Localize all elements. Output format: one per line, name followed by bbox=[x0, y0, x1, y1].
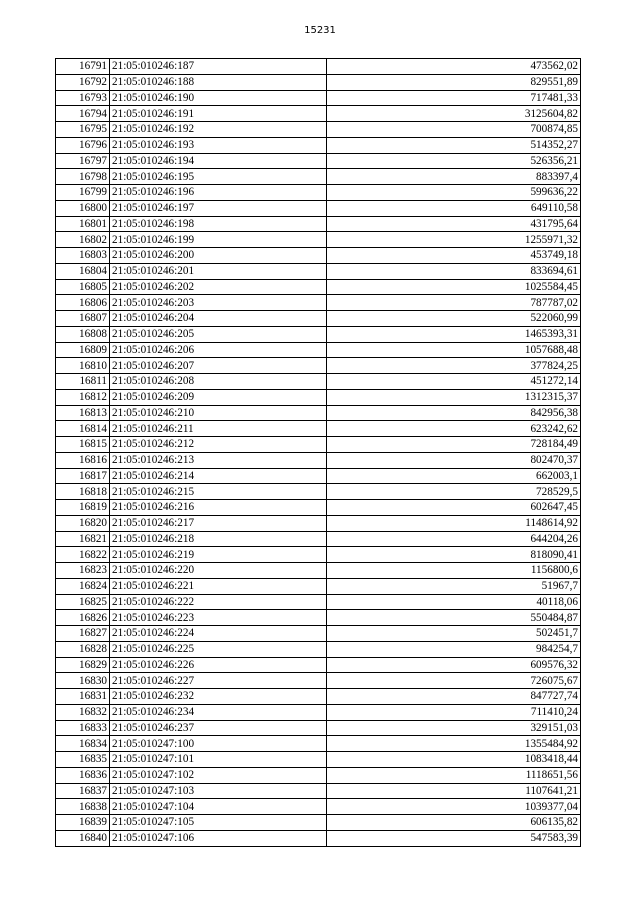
cadastral-number-cell: 21:05:010246:187 bbox=[110, 59, 327, 75]
value-cell: 1255971,32 bbox=[327, 232, 581, 248]
table-row bbox=[56, 799, 581, 815]
table-row bbox=[56, 137, 581, 153]
cadastral-number-cell: 21:05:010247:105 bbox=[110, 815, 327, 831]
table-row bbox=[56, 720, 581, 736]
table-row bbox=[56, 122, 581, 138]
value-cell: 717481,33 bbox=[327, 90, 581, 106]
cadastral-number-cell: 21:05:010246:196 bbox=[110, 185, 327, 201]
table-row bbox=[56, 736, 581, 752]
value-cell: 3125604,82 bbox=[327, 106, 581, 122]
cadastral-number-cell: 21:05:010246:195 bbox=[110, 169, 327, 185]
row-number-cell: 16823 bbox=[56, 563, 110, 579]
value-cell: 787787,02 bbox=[327, 295, 581, 311]
cadastral-number-cell: 21:05:010247:103 bbox=[110, 783, 327, 799]
table-row bbox=[56, 248, 581, 264]
cadastral-number-cell: 21:05:010246:191 bbox=[110, 106, 327, 122]
table-row bbox=[56, 468, 581, 484]
table-row bbox=[56, 342, 581, 358]
cadastral-number-cell: 21:05:010246:192 bbox=[110, 122, 327, 138]
row-number-cell: 16834 bbox=[56, 736, 110, 752]
cadastral-number-cell: 21:05:010246:220 bbox=[110, 563, 327, 579]
table-row bbox=[56, 232, 581, 248]
row-number-cell: 16827 bbox=[56, 626, 110, 642]
table-row bbox=[56, 106, 581, 122]
row-number-cell: 16824 bbox=[56, 578, 110, 594]
row-number-cell: 16821 bbox=[56, 531, 110, 547]
cadastral-number-cell: 21:05:010246:201 bbox=[110, 263, 327, 279]
cadastral-number-cell: 21:05:010246:188 bbox=[110, 74, 327, 90]
value-cell: 728184,49 bbox=[327, 437, 581, 453]
cadastral-number-cell: 21:05:010246:193 bbox=[110, 137, 327, 153]
value-cell: 1465393,31 bbox=[327, 326, 581, 342]
row-number-cell: 16825 bbox=[56, 594, 110, 610]
row-number-cell: 16807 bbox=[56, 311, 110, 327]
cadastral-number-cell: 21:05:010246:213 bbox=[110, 452, 327, 468]
row-number-cell: 16791 bbox=[56, 59, 110, 75]
row-number-cell: 16802 bbox=[56, 232, 110, 248]
row-number-cell: 16794 bbox=[56, 106, 110, 122]
value-cell: 644204,26 bbox=[327, 531, 581, 547]
table-row bbox=[56, 374, 581, 390]
value-cell: 1107641,21 bbox=[327, 783, 581, 799]
table-row bbox=[56, 752, 581, 768]
table-row bbox=[56, 673, 581, 689]
table-row bbox=[56, 169, 581, 185]
row-number-cell: 16822 bbox=[56, 547, 110, 563]
row-number-cell: 16792 bbox=[56, 74, 110, 90]
value-cell: 833694,61 bbox=[327, 263, 581, 279]
cadastral-number-cell: 21:05:010246:208 bbox=[110, 374, 327, 390]
cadastral-number-cell: 21:05:010246:222 bbox=[110, 594, 327, 610]
table-row bbox=[56, 626, 581, 642]
value-cell: 802470,37 bbox=[327, 452, 581, 468]
row-number-cell: 16805 bbox=[56, 279, 110, 295]
row-number-cell: 16840 bbox=[56, 830, 110, 846]
value-cell: 40118,06 bbox=[327, 594, 581, 610]
row-number-cell: 16804 bbox=[56, 263, 110, 279]
value-cell: 649110,58 bbox=[327, 200, 581, 216]
table-row bbox=[56, 437, 581, 453]
value-cell: 1148614,92 bbox=[327, 515, 581, 531]
row-number-cell: 16832 bbox=[56, 704, 110, 720]
row-number-cell: 16820 bbox=[56, 515, 110, 531]
value-cell: 599636,22 bbox=[327, 185, 581, 201]
cadastral-number-cell: 21:05:010246:203 bbox=[110, 295, 327, 311]
row-number-cell: 16836 bbox=[56, 767, 110, 783]
row-number-cell: 16826 bbox=[56, 610, 110, 626]
row-number-cell: 16799 bbox=[56, 185, 110, 201]
table-body bbox=[56, 59, 581, 847]
cadastral-number-cell: 21:05:010246:215 bbox=[110, 484, 327, 500]
row-number-cell: 16839 bbox=[56, 815, 110, 831]
value-cell: 51967,7 bbox=[327, 578, 581, 594]
cadastral-number-cell: 21:05:010246:197 bbox=[110, 200, 327, 216]
cadastral-number-cell: 21:05:010247:101 bbox=[110, 752, 327, 768]
row-number-cell: 16808 bbox=[56, 326, 110, 342]
value-cell: 431795,64 bbox=[327, 216, 581, 232]
table-row bbox=[56, 90, 581, 106]
table-row bbox=[56, 578, 581, 594]
cadastral-number-cell: 21:05:010246:219 bbox=[110, 547, 327, 563]
value-cell: 329151,03 bbox=[327, 720, 581, 736]
value-cell: 473562,02 bbox=[327, 59, 581, 75]
cadastral-number-cell: 21:05:010246:212 bbox=[110, 437, 327, 453]
row-number-cell: 16833 bbox=[56, 720, 110, 736]
cadastral-number-cell: 21:05:010246:210 bbox=[110, 405, 327, 421]
cadastral-number-cell: 21:05:010246:227 bbox=[110, 673, 327, 689]
value-cell: 842956,38 bbox=[327, 405, 581, 421]
value-cell: 526356,21 bbox=[327, 153, 581, 169]
table-row bbox=[56, 641, 581, 657]
cadastral-value-table bbox=[55, 58, 581, 847]
row-number-cell: 16801 bbox=[56, 216, 110, 232]
table-row bbox=[56, 185, 581, 201]
row-number-cell: 16811 bbox=[56, 374, 110, 390]
table-row bbox=[56, 830, 581, 846]
table-row bbox=[56, 531, 581, 547]
cadastral-number-cell: 21:05:010246:190 bbox=[110, 90, 327, 106]
row-number-cell: 16812 bbox=[56, 389, 110, 405]
cadastral-number-cell: 21:05:010246:223 bbox=[110, 610, 327, 626]
row-number-cell: 16837 bbox=[56, 783, 110, 799]
table-row bbox=[56, 263, 581, 279]
value-cell: 550484,87 bbox=[327, 610, 581, 626]
row-number-cell: 16813 bbox=[56, 405, 110, 421]
cadastral-number-cell: 21:05:010246:199 bbox=[110, 232, 327, 248]
value-cell: 602647,45 bbox=[327, 500, 581, 516]
value-cell: 606135,82 bbox=[327, 815, 581, 831]
row-number-cell: 16798 bbox=[56, 169, 110, 185]
table-row bbox=[56, 358, 581, 374]
row-number-cell: 16828 bbox=[56, 641, 110, 657]
row-number-cell: 16831 bbox=[56, 689, 110, 705]
value-cell: 1039377,04 bbox=[327, 799, 581, 815]
table-row bbox=[56, 657, 581, 673]
row-number-cell: 16800 bbox=[56, 200, 110, 216]
table-row bbox=[56, 279, 581, 295]
table-row bbox=[56, 815, 581, 831]
row-number-cell: 16819 bbox=[56, 500, 110, 516]
value-cell: 1057688,48 bbox=[327, 342, 581, 358]
table-row bbox=[56, 389, 581, 405]
row-number-cell: 16818 bbox=[56, 484, 110, 500]
row-number-cell: 16809 bbox=[56, 342, 110, 358]
cadastral-number-cell: 21:05:010246:194 bbox=[110, 153, 327, 169]
value-cell: 662003,1 bbox=[327, 468, 581, 484]
table-row bbox=[56, 547, 581, 563]
table-row bbox=[56, 563, 581, 579]
row-number-cell: 16817 bbox=[56, 468, 110, 484]
cadastral-number-cell: 21:05:010246:207 bbox=[110, 358, 327, 374]
cadastral-number-cell: 21:05:010246:202 bbox=[110, 279, 327, 295]
row-number-cell: 16838 bbox=[56, 799, 110, 815]
table-row bbox=[56, 326, 581, 342]
value-cell: 1156800,6 bbox=[327, 563, 581, 579]
table-row bbox=[56, 767, 581, 783]
cadastral-number-cell: 21:05:010246:226 bbox=[110, 657, 327, 673]
value-cell: 1025584,45 bbox=[327, 279, 581, 295]
cadastral-number-cell: 21:05:010246:200 bbox=[110, 248, 327, 264]
row-number-cell: 16803 bbox=[56, 248, 110, 264]
page-number: 15231 bbox=[304, 25, 336, 36]
cadastral-number-cell: 21:05:010246:224 bbox=[110, 626, 327, 642]
value-cell: 1083418,44 bbox=[327, 752, 581, 768]
cadastral-number-cell: 21:05:010247:102 bbox=[110, 767, 327, 783]
value-cell: 818090,41 bbox=[327, 547, 581, 563]
table-row bbox=[56, 610, 581, 626]
row-number-cell: 16816 bbox=[56, 452, 110, 468]
value-cell: 453749,18 bbox=[327, 248, 581, 264]
row-number-cell: 16797 bbox=[56, 153, 110, 169]
value-cell: 728529,5 bbox=[327, 484, 581, 500]
cadastral-number-cell: 21:05:010246:216 bbox=[110, 500, 327, 516]
table-row bbox=[56, 216, 581, 232]
table-row bbox=[56, 704, 581, 720]
table-row bbox=[56, 421, 581, 437]
row-number-cell: 16835 bbox=[56, 752, 110, 768]
cadastral-number-cell: 21:05:010246:204 bbox=[110, 311, 327, 327]
table-row bbox=[56, 311, 581, 327]
value-cell: 1118651,56 bbox=[327, 767, 581, 783]
table-row bbox=[56, 295, 581, 311]
row-number-cell: 16830 bbox=[56, 673, 110, 689]
cadastral-number-cell: 21:05:010246:218 bbox=[110, 531, 327, 547]
value-cell: 377824,25 bbox=[327, 358, 581, 374]
value-cell: 1312315,37 bbox=[327, 389, 581, 405]
value-cell: 502451,7 bbox=[327, 626, 581, 642]
table-row bbox=[56, 500, 581, 516]
table-row bbox=[56, 452, 581, 468]
value-cell: 711410,24 bbox=[327, 704, 581, 720]
table-row bbox=[56, 484, 581, 500]
cadastral-number-cell: 21:05:010247:106 bbox=[110, 830, 327, 846]
value-cell: 700874,85 bbox=[327, 122, 581, 138]
value-cell: 451272,14 bbox=[327, 374, 581, 390]
cadastral-number-cell: 21:05:010246:211 bbox=[110, 421, 327, 437]
row-number-cell: 16814 bbox=[56, 421, 110, 437]
value-cell: 984254,7 bbox=[327, 641, 581, 657]
value-cell: 514352,27 bbox=[327, 137, 581, 153]
table-row bbox=[56, 74, 581, 90]
value-cell: 609576,32 bbox=[327, 657, 581, 673]
cadastral-number-cell: 21:05:010247:100 bbox=[110, 736, 327, 752]
table-row bbox=[56, 59, 581, 75]
value-cell: 883397,4 bbox=[327, 169, 581, 185]
value-cell: 623242,62 bbox=[327, 421, 581, 437]
table-row bbox=[56, 153, 581, 169]
cadastral-number-cell: 21:05:010246:205 bbox=[110, 326, 327, 342]
cadastral-number-cell: 21:05:010246:209 bbox=[110, 389, 327, 405]
table-row bbox=[56, 405, 581, 421]
row-number-cell: 16795 bbox=[56, 122, 110, 138]
cadastral-number-cell: 21:05:010246:221 bbox=[110, 578, 327, 594]
table-row bbox=[56, 783, 581, 799]
cadastral-number-cell: 21:05:010246:214 bbox=[110, 468, 327, 484]
row-number-cell: 16829 bbox=[56, 657, 110, 673]
value-cell: 726075,67 bbox=[327, 673, 581, 689]
cadastral-number-cell: 21:05:010246:217 bbox=[110, 515, 327, 531]
table-row bbox=[56, 594, 581, 610]
value-cell: 847727,74 bbox=[327, 689, 581, 705]
value-cell: 829551,89 bbox=[327, 74, 581, 90]
value-cell: 547583,39 bbox=[327, 830, 581, 846]
value-cell: 1355484,92 bbox=[327, 736, 581, 752]
cadastral-number-cell: 21:05:010246:232 bbox=[110, 689, 327, 705]
row-number-cell: 16815 bbox=[56, 437, 110, 453]
row-number-cell: 16806 bbox=[56, 295, 110, 311]
cadastral-number-cell: 21:05:010246:234 bbox=[110, 704, 327, 720]
table-row bbox=[56, 515, 581, 531]
cadastral-number-cell: 21:05:010246:206 bbox=[110, 342, 327, 358]
row-number-cell: 16810 bbox=[56, 358, 110, 374]
cadastral-number-cell: 21:05:010246:237 bbox=[110, 720, 327, 736]
value-cell: 522060,99 bbox=[327, 311, 581, 327]
cadastral-number-cell: 21:05:010247:104 bbox=[110, 799, 327, 815]
cadastral-number-cell: 21:05:010246:198 bbox=[110, 216, 327, 232]
row-number-cell: 16793 bbox=[56, 90, 110, 106]
row-number-cell: 16796 bbox=[56, 137, 110, 153]
table-row bbox=[56, 200, 581, 216]
table-row bbox=[56, 689, 581, 705]
cadastral-number-cell: 21:05:010246:225 bbox=[110, 641, 327, 657]
